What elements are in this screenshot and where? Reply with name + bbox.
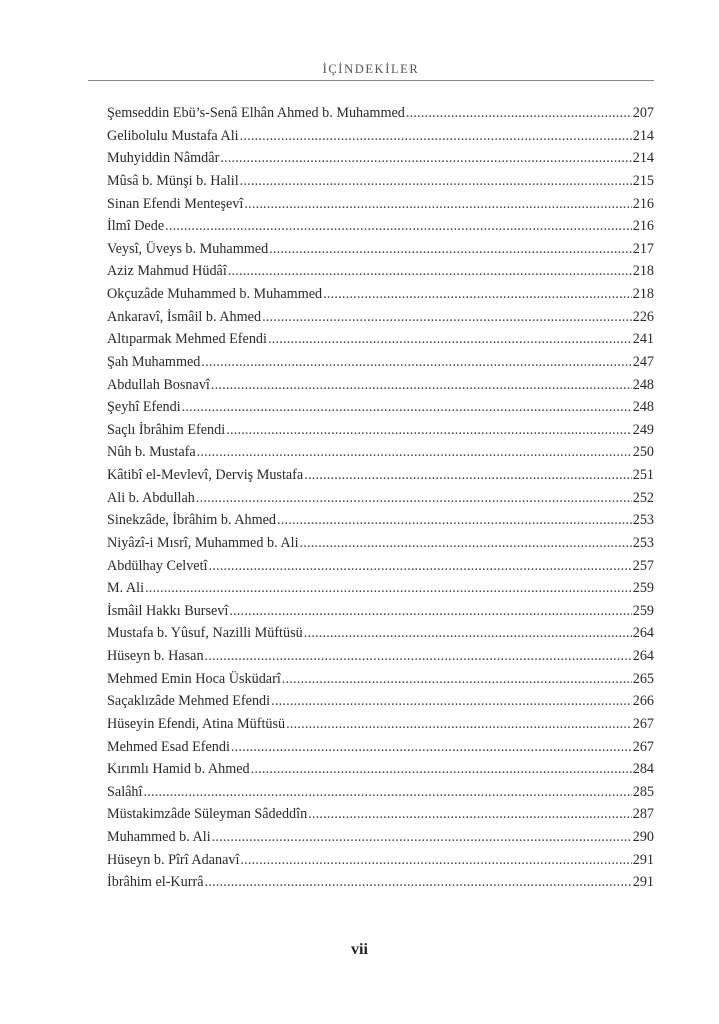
toc-entry-title: Hüseyn b. Hasan (107, 648, 204, 664)
toc-entry (107, 306, 654, 329)
toc-entry-page: 248 (632, 399, 654, 416)
toc-entry (107, 781, 654, 804)
dot-leader (182, 396, 632, 419)
dot-leader (196, 487, 632, 510)
toc-entry-title: Abdülhay Celvetî (107, 557, 208, 574)
dot-leader (143, 781, 631, 804)
toc-entry-page: 284 (632, 761, 654, 778)
toc-entry-title: Şemseddin Ebü’s-Senâ Elhân Ahmed b. Muhammed (107, 105, 405, 121)
toc-entry-title: Şeyhî Efendi (107, 399, 181, 416)
toc-entry-page: 218 (632, 263, 654, 280)
toc-entry-page: 266 (632, 693, 654, 710)
toc-entry-title: Salâhî (107, 783, 143, 800)
toc-entry (107, 419, 654, 442)
toc-entry-page: 248 (632, 376, 654, 393)
toc-entry (107, 125, 654, 148)
dot-leader (304, 622, 632, 645)
dot-leader (228, 260, 632, 283)
toc-entry-page: 264 (632, 648, 654, 664)
toc-entry-page: 207 (632, 105, 654, 121)
toc-entry (107, 555, 654, 578)
dot-leader (251, 758, 632, 781)
toc-entry (107, 238, 654, 261)
toc-entry (107, 328, 654, 351)
toc-entry-title: Mustafa b. Yûsuf, Nazilli Müftüsü (107, 625, 303, 642)
dot-leader (211, 374, 632, 397)
dot-leader (201, 351, 631, 374)
toc-entry (107, 736, 654, 759)
dot-leader (220, 147, 631, 170)
toc-entry-title: Ankaravî, İsmâil b. Ahmed (107, 308, 262, 325)
toc-entry-page: 241 (632, 331, 654, 348)
toc-entry (107, 645, 654, 668)
toc-entry-page: 247 (632, 353, 654, 370)
toc-entry-page: 287 (632, 806, 654, 823)
toc-entry (107, 871, 654, 894)
toc-entry-title: Nûh b. Mustafa (107, 444, 196, 461)
header-rule (88, 80, 654, 81)
dot-leader (226, 419, 632, 442)
toc-entry-title: Şah Muhammed (107, 353, 201, 370)
dot-leader (165, 215, 632, 238)
toc-entry-page: 226 (632, 308, 654, 325)
dot-leader (244, 193, 631, 216)
toc-entry (107, 283, 654, 306)
toc-entry-title: Muhammed b. Ali (107, 829, 211, 845)
toc-entry-page: 216 (632, 218, 654, 235)
toc-entry-page: 215 (632, 172, 654, 189)
toc-entry (107, 668, 654, 691)
toc-entry-page: 214 (632, 127, 654, 144)
page-number: vii (351, 941, 368, 958)
toc-entry-title: Hüseyn b. Pîrî Adanavî (107, 851, 240, 868)
dot-leader (304, 464, 632, 487)
toc-entry (107, 577, 654, 600)
toc-entry-title: Sinekzâde, İbrâhim b. Ahmed (107, 512, 277, 529)
toc-entry-title: Muhyiddin Nâmdâr (107, 150, 220, 167)
dot-leader (308, 803, 632, 826)
toc-entry (107, 102, 654, 125)
toc-entry (107, 441, 654, 464)
toc-entry-page: 218 (632, 286, 654, 302)
toc-entry (107, 487, 654, 510)
toc-entry (107, 622, 654, 645)
dot-leader (205, 871, 632, 894)
toc-entry-page: 257 (632, 557, 654, 574)
toc-entry-title: Mehmed Esad Efendi (107, 738, 230, 755)
toc-entry-page: 264 (632, 625, 654, 642)
toc-entry (107, 147, 654, 170)
dot-leader (282, 668, 632, 691)
dot-leader (229, 600, 631, 623)
toc-entry-page: 267 (632, 738, 654, 755)
toc-entry (107, 351, 654, 374)
toc-entry (107, 803, 654, 826)
toc-entry-page: 265 (632, 670, 654, 687)
toc-entry-title: M. Ali (107, 580, 145, 597)
toc-entry-title: Ali b. Abdullah (107, 489, 195, 506)
toc-entry-page: 290 (632, 829, 654, 845)
toc-entry (107, 193, 654, 216)
toc-entry (107, 396, 654, 419)
toc-entry-title: İsmâil Hakkı Bursevî (107, 602, 229, 619)
dot-leader (240, 170, 632, 193)
dot-leader (323, 283, 632, 306)
toc-entry-page: 253 (632, 534, 654, 551)
toc-entry-page: 250 (632, 444, 654, 461)
toc-entry (107, 826, 654, 849)
toc-entry-title: Hüseyin Efendi, Atina Müftüsü (107, 715, 286, 732)
toc-entry (107, 713, 654, 736)
toc-entry-page: 259 (632, 580, 654, 597)
toc-entry-title: Saçaklızâde Mehmed Efendi (107, 693, 271, 710)
toc-entry-title: Okçuzâde Muhammed b. Muhammed (107, 286, 323, 302)
toc-entry-page: 291 (632, 874, 654, 891)
toc-entry (107, 758, 654, 781)
toc-entry-page: 249 (632, 421, 654, 438)
toc-entry-page: 259 (632, 602, 654, 619)
toc-entry-title: Mehmed Emin Hoca Üsküdarî (107, 670, 281, 687)
toc-entry-title: Sinan Efendi Menteşevî (107, 195, 244, 212)
toc-entry-title: Mûsâ b. Münşi b. Halil (107, 172, 239, 189)
toc-entry-page: 267 (632, 715, 654, 732)
dot-leader (208, 555, 631, 578)
dot-leader (262, 306, 632, 329)
toc-entry-title: Altıparmak Mehmed Efendi (107, 331, 267, 348)
dot-leader (277, 509, 632, 532)
toc-entry (107, 509, 654, 532)
toc-entry-title: İbrâhim el-Kurrâ (107, 874, 204, 891)
toc-entry-page: 251 (632, 467, 654, 483)
toc-entry-page: 252 (632, 489, 654, 506)
toc-entry (107, 374, 654, 397)
toc-entry-page: 214 (632, 150, 654, 167)
dot-leader (271, 690, 632, 713)
toc-entry-title: Niyâzî-i Mısrî, Muhammed b. Ali (107, 534, 299, 551)
toc-entry-page: 285 (632, 783, 654, 800)
toc-entry-page: 216 (632, 195, 654, 212)
toc-entry-title: Gelibolulu Mustafa Ali (107, 127, 239, 144)
toc-list (107, 102, 654, 894)
toc-entry-page: 253 (632, 512, 654, 529)
toc-entry-title: Kırımlı Hamid b. Ahmed (107, 761, 250, 778)
dot-leader (212, 826, 632, 849)
dot-leader (268, 328, 632, 351)
toc-entry (107, 464, 654, 487)
toc-entry (107, 849, 654, 872)
dot-leader (197, 441, 632, 464)
running-header: İÇİNDEKİLER (322, 62, 420, 76)
dot-leader (406, 102, 632, 125)
toc-entry (107, 215, 654, 238)
toc-entry-title: Saçlı İbrâhim Efendi (107, 421, 226, 438)
dot-leader (240, 849, 631, 872)
dot-leader (145, 577, 632, 600)
toc-entry-title: İlmî Dede (107, 218, 165, 235)
toc-entry-title: Müstakimzâde Süleyman Sâdeddîn (107, 806, 308, 823)
dot-leader (286, 713, 632, 736)
dot-leader (240, 125, 632, 148)
toc-entry-page: 291 (632, 851, 654, 868)
dot-leader (300, 532, 632, 555)
toc-entry-title: Aziz Mahmud Hüdâî (107, 263, 227, 280)
toc-entry (107, 690, 654, 713)
toc-entry (107, 532, 654, 555)
dot-leader (231, 736, 632, 759)
toc-entry-page: 217 (632, 240, 654, 257)
toc-entry-title: Veysî, Üveys b. Muhammed (107, 240, 269, 257)
toc-entry-title: Abdullah Bosnavî (107, 376, 210, 393)
toc-entry (107, 170, 654, 193)
toc-entry-title: Kâtibî el-Mevlevî, Derviş Mustafa (107, 467, 304, 483)
toc-entry (107, 260, 654, 283)
dot-leader (205, 645, 632, 668)
toc-entry (107, 600, 654, 623)
dot-leader (269, 238, 632, 261)
